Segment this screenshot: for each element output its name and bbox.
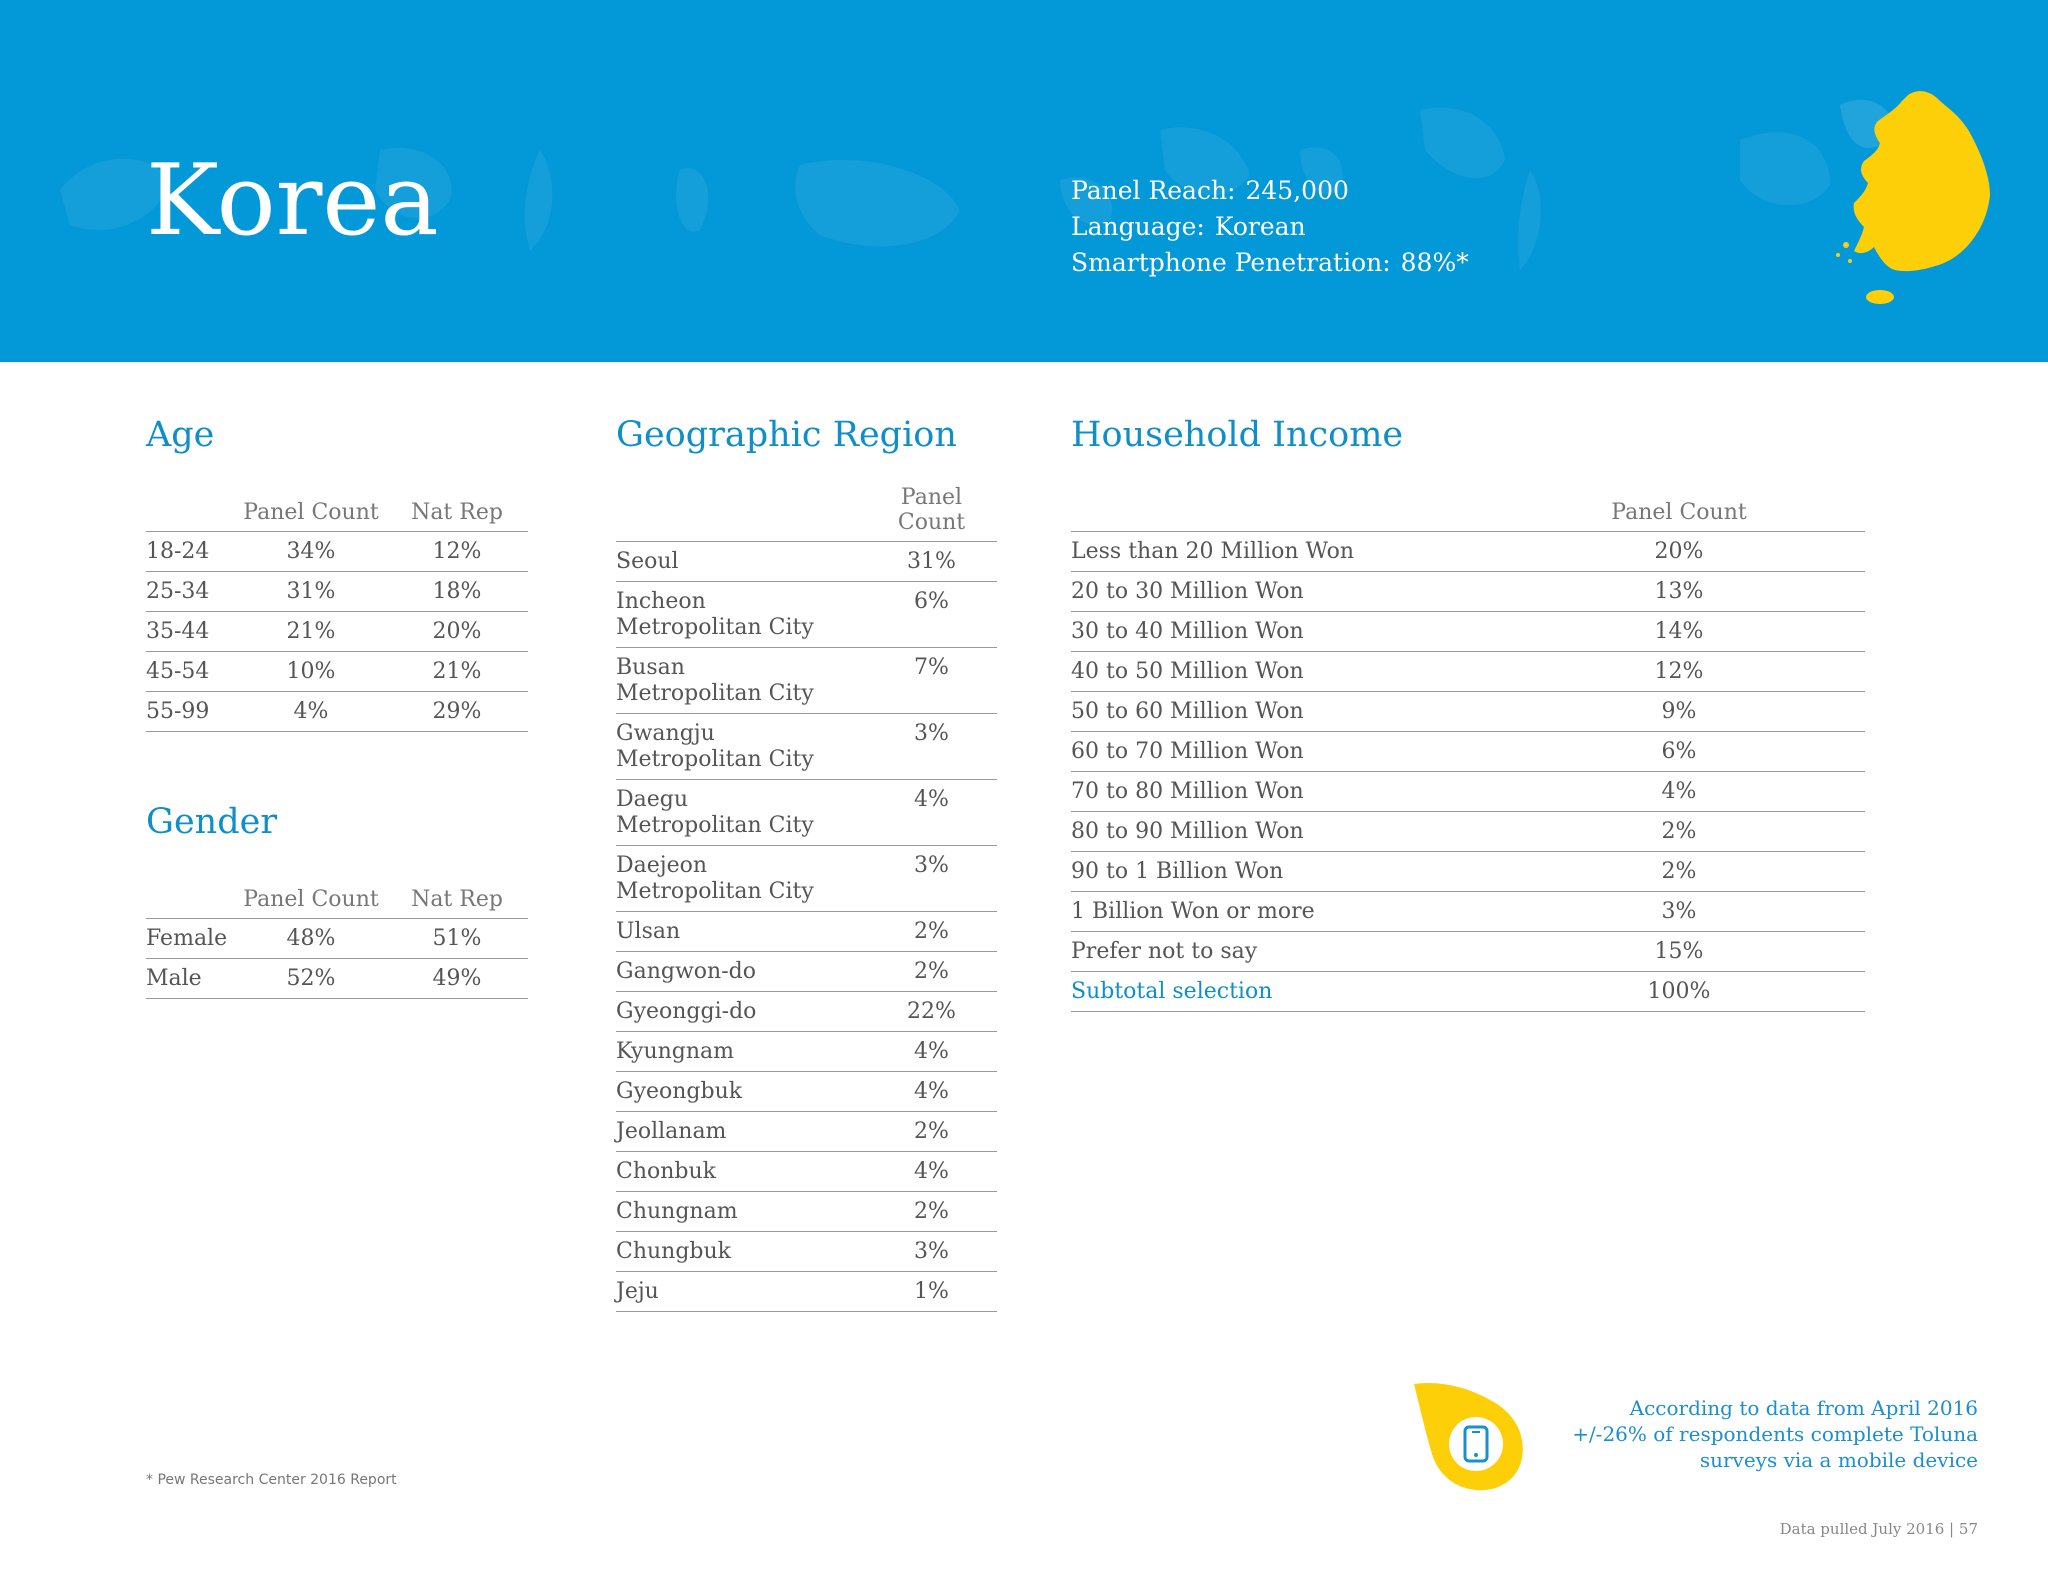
column-header-panel-count: Panel Count — [236, 485, 386, 532]
column-header-nat-rep: Nat Rep — [386, 485, 528, 532]
subtotal-value: 100% — [1571, 972, 1787, 1012]
age-table — [146, 485, 528, 732]
table-header-row — [146, 872, 528, 919]
table-row: Incheon Metropolitan City 6% — [616, 582, 997, 648]
country-facts — [1071, 173, 1469, 281]
table-header-row — [146, 485, 528, 532]
mobile-usage-note: According to data from April 2016 +/-26% of respondents complete Toluna surveys via a mobile device — [1572, 1396, 1978, 1472]
footnote: * Pew Research Center 2016 Report — [146, 1472, 397, 1488]
page-footer — [1780, 1520, 1978, 1538]
page-title: Korea — [146, 144, 439, 258]
table-row: 30 to 40 Million Won 14% — [1071, 612, 1865, 652]
age-section-title: Age — [146, 415, 215, 455]
table-header-row — [1071, 485, 1865, 532]
table-row: Daejeon Metropolitan City 3% — [616, 846, 997, 912]
table-row: 25-34 31% 18% — [146, 572, 528, 612]
table-row: Ulsan 2% — [616, 912, 997, 952]
table-row: 20 to 30 Million Won 13% — [1071, 572, 1865, 612]
table-row: Jeollanam 2% — [616, 1112, 997, 1152]
fact-smartphone-penetration: Smartphone Penetration: 88%* — [1071, 248, 1469, 277]
header-banner — [0, 0, 2048, 362]
table-row: Chungnam 2% — [616, 1192, 997, 1232]
table-row: Kyungnam 4% — [616, 1032, 997, 1072]
table-row: 40 to 50 Million Won 12% — [1071, 652, 1865, 692]
table-row: Gangwon-do 2% — [616, 952, 997, 992]
income-table — [1071, 485, 1865, 1012]
south-korea-map-icon — [1820, 85, 2010, 310]
gender-table — [146, 872, 528, 999]
table-row: Gyeonggi-do 22% — [616, 992, 997, 1032]
region-table — [616, 485, 997, 1312]
table-row: Female 48% 51% — [146, 919, 528, 959]
subtotal-row — [1071, 972, 1865, 1012]
page-number: 57 — [1958, 1520, 1978, 1538]
column-header-panel-count: Panel Count — [1571, 485, 1787, 532]
table-row: 55-99 4% 29% — [146, 692, 528, 732]
income-section-title: Household Income — [1071, 415, 1404, 455]
fact-panel-reach: Panel Reach: 245,000 — [1071, 176, 1349, 205]
column-header-panel-count: Panel Count — [866, 485, 997, 542]
gender-section-title: Gender — [146, 802, 278, 842]
table-row: 50 to 60 Million Won 9% — [1071, 692, 1865, 732]
region-section-title: Geographic Region — [616, 415, 957, 455]
column-header-nat-rep: Nat Rep — [386, 872, 528, 919]
smartphone-pin-icon — [1410, 1378, 1528, 1494]
table-row: Seoul 31% — [616, 542, 997, 582]
table-row: 60 to 70 Million Won 6% — [1071, 732, 1865, 772]
table-row: Gyeongbuk 4% — [616, 1072, 997, 1112]
table-row: Jeju 1% — [616, 1272, 997, 1312]
data-pulled-date: Data pulled July 2016 | — [1779, 1520, 1955, 1538]
table-row: 18-24 34% 12% — [146, 532, 528, 572]
table-row: 80 to 90 Million Won 2% — [1071, 812, 1865, 852]
table-row: Prefer not to say 15% — [1071, 932, 1865, 972]
table-row: Male 52% 49% — [146, 959, 528, 999]
table-row: Chonbuk 4% — [616, 1152, 997, 1192]
table-row: 45-54 10% 21% — [146, 652, 528, 692]
column-header-panel-count: Panel Count — [236, 872, 386, 919]
fact-language: Language: Korean — [1071, 212, 1306, 241]
table-row: Chungbuk 3% — [616, 1232, 997, 1272]
table-row: 1 Billion Won or more 3% — [1071, 892, 1865, 932]
table-row: 90 to 1 Billion Won 2% — [1071, 852, 1865, 892]
table-row: Less than 20 Million Won 20% — [1071, 532, 1865, 572]
table-row: Busan Metropolitan City 7% — [616, 648, 997, 714]
table-row: 70 to 80 Million Won 4% — [1071, 772, 1865, 812]
table-header-row — [616, 485, 997, 542]
table-row: 35-44 21% 20% — [146, 612, 528, 652]
table-row: Daegu Metropolitan City 4% — [616, 780, 997, 846]
subtotal-label: Subtotal selection — [1071, 972, 1571, 1012]
table-row: Gwangju Metropolitan City 3% — [616, 714, 997, 780]
